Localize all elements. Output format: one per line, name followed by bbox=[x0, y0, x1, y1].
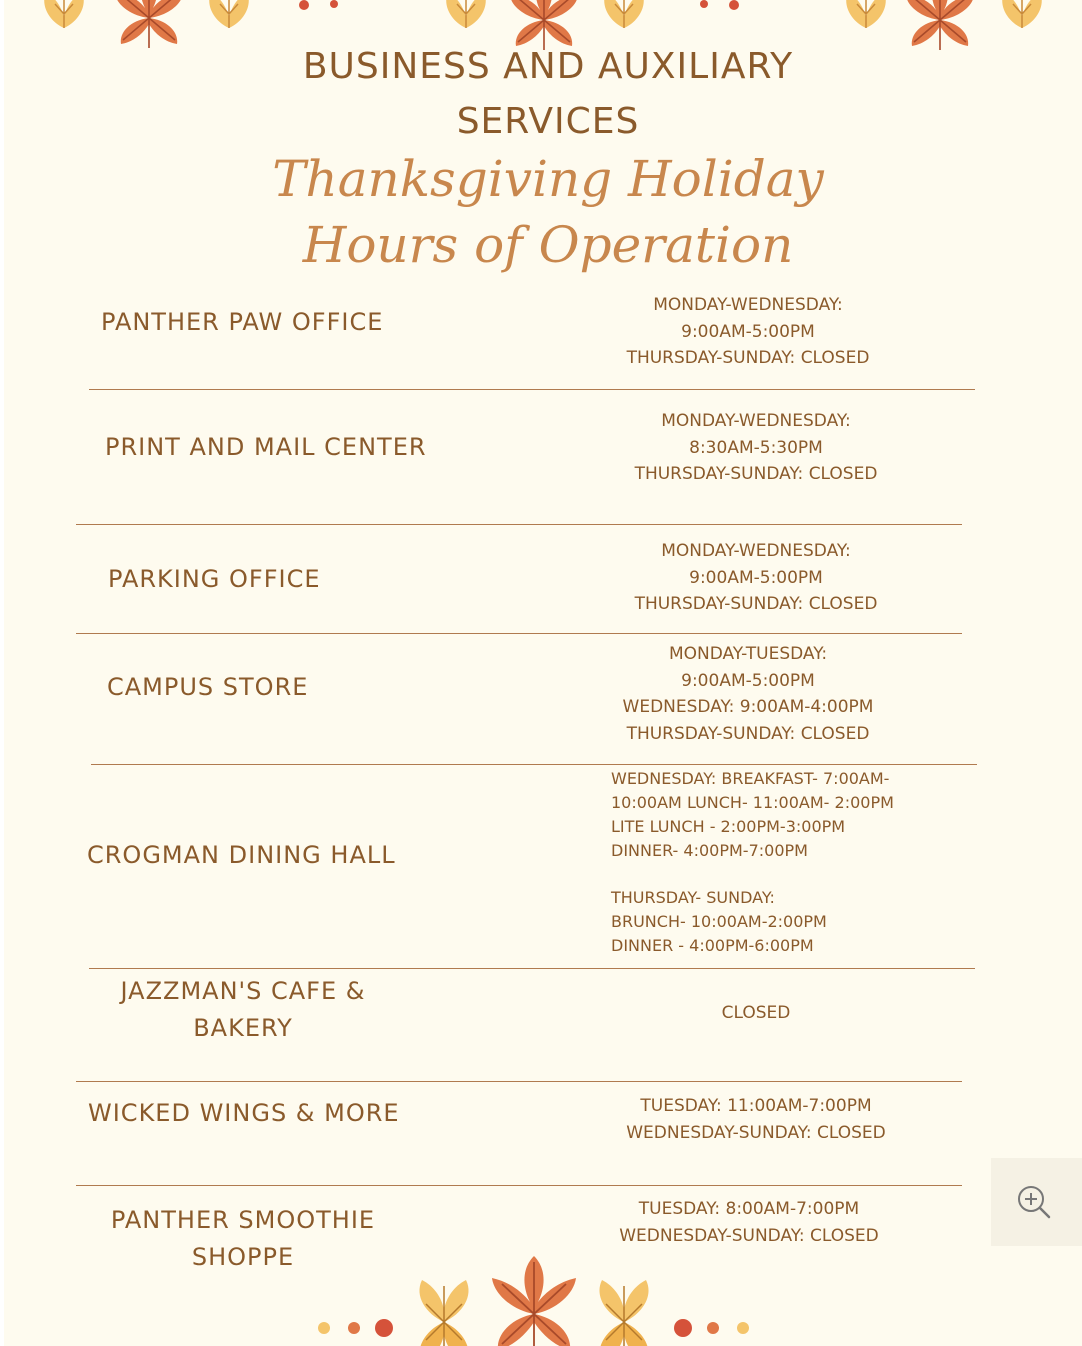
page-title-line1: BUSINESS AND AUXILIARY bbox=[302, 46, 794, 87]
hours-line: MONDAY-WEDNESDAY: bbox=[661, 541, 851, 561]
hours-line: WEDNESDAY: BREAKFAST- 7:00AM- bbox=[611, 769, 890, 788]
service-name-parking: PARKING OFFICE bbox=[108, 565, 321, 593]
hours-line: 9:00AM-5:00PM bbox=[681, 670, 815, 691]
service-name-campus-store: CAMPUS STORE bbox=[107, 673, 309, 701]
hours-line: DINNER- 4:00PM-7:00PM bbox=[611, 841, 808, 860]
hours-line: BRUNCH- 10:00AM-2:00PM bbox=[611, 912, 827, 931]
service-name-panther-paw: PANTHER PAW OFFICE bbox=[101, 308, 384, 336]
name-line: SHOPPE bbox=[191, 1243, 295, 1271]
flyer-page bbox=[4, 0, 1082, 1346]
hours-line: THURSDAY-SUNDAY: CLOSED bbox=[626, 348, 870, 368]
hours-line: TUESDAY: 8:00AM-7:00PM bbox=[638, 1199, 860, 1219]
service-hours-parking bbox=[556, 538, 956, 618]
service-hours-campus-store bbox=[548, 641, 948, 747]
hours-line: THURSDAY-SUNDAY: CLOSED bbox=[634, 594, 878, 614]
hours-line: THURSDAY-SUNDAY: CLOSED bbox=[634, 464, 878, 484]
hours-line: WEDNESDAY-SUNDAY: CLOSED bbox=[619, 1225, 879, 1246]
divider bbox=[76, 1185, 962, 1186]
subtitle-line1: Thanksgiving Holiday bbox=[272, 150, 824, 208]
service-hours-print-mail bbox=[556, 408, 956, 488]
hours-line: 9:00AM-5:00PM bbox=[681, 321, 815, 342]
name-line: PANTHER SMOOTHIE bbox=[110, 1206, 376, 1234]
name-line: JAZZMAN'S CAFE & bbox=[120, 977, 366, 1005]
divider bbox=[76, 524, 962, 525]
zoom-in-button[interactable] bbox=[991, 1158, 1082, 1246]
service-hours-panther-paw bbox=[548, 292, 948, 372]
hours-line: MONDAY-WEDNESDAY: bbox=[661, 411, 851, 431]
name-line: BAKERY bbox=[193, 1014, 293, 1042]
hours-line: TUESDAY: 11:00AM-7:00PM bbox=[640, 1096, 872, 1116]
divider bbox=[89, 389, 975, 390]
divider bbox=[89, 968, 975, 969]
hours-line: THURSDAY- SUNDAY: bbox=[611, 888, 775, 907]
service-hours-smoothie bbox=[549, 1196, 949, 1249]
service-hours-jazzman bbox=[556, 1000, 956, 1027]
service-name-crogman: CROGMAN DINING HALL bbox=[87, 841, 396, 869]
hours-line: CLOSED bbox=[721, 1003, 791, 1023]
divider bbox=[76, 1081, 962, 1082]
hours-line: 8:30AM-5:30PM bbox=[689, 437, 823, 458]
service-name-jazzman bbox=[83, 973, 403, 1047]
bottom-leaf-garland bbox=[4, 1250, 1082, 1346]
subtitle-line2: Hours of Operation bbox=[302, 216, 794, 274]
zoom-in-icon bbox=[991, 1158, 1082, 1246]
service-name-print-mail: PRINT AND MAIL CENTER bbox=[105, 433, 427, 461]
hours-line: THURSDAY-SUNDAY: CLOSED bbox=[626, 723, 870, 744]
page-title-line2: SERVICES bbox=[456, 101, 640, 142]
hours-line: DINNER - 4:00PM-6:00PM bbox=[611, 936, 814, 955]
hours-line: LITE LUNCH - 2:00PM-3:00PM bbox=[611, 817, 846, 836]
hours-line: 9:00AM-5:00PM bbox=[689, 567, 823, 588]
hours-line: WEDNESDAY: 9:00AM-4:00PM bbox=[622, 697, 874, 717]
hours-line: MONDAY-TUESDAY: bbox=[668, 644, 828, 664]
divider bbox=[76, 633, 962, 634]
divider bbox=[91, 764, 977, 765]
hours-line: MONDAY-WEDNESDAY: bbox=[653, 295, 843, 315]
service-hours-crogman bbox=[611, 767, 951, 958]
service-hours-wicked-wings bbox=[556, 1093, 956, 1146]
hours-line: WEDNESDAY-SUNDAY: CLOSED bbox=[626, 1122, 886, 1143]
service-name-wicked-wings: WICKED WINGS & MORE bbox=[88, 1099, 400, 1127]
hours-line: 10:00AM LUNCH- 11:00AM- 2:00PM bbox=[611, 793, 894, 812]
